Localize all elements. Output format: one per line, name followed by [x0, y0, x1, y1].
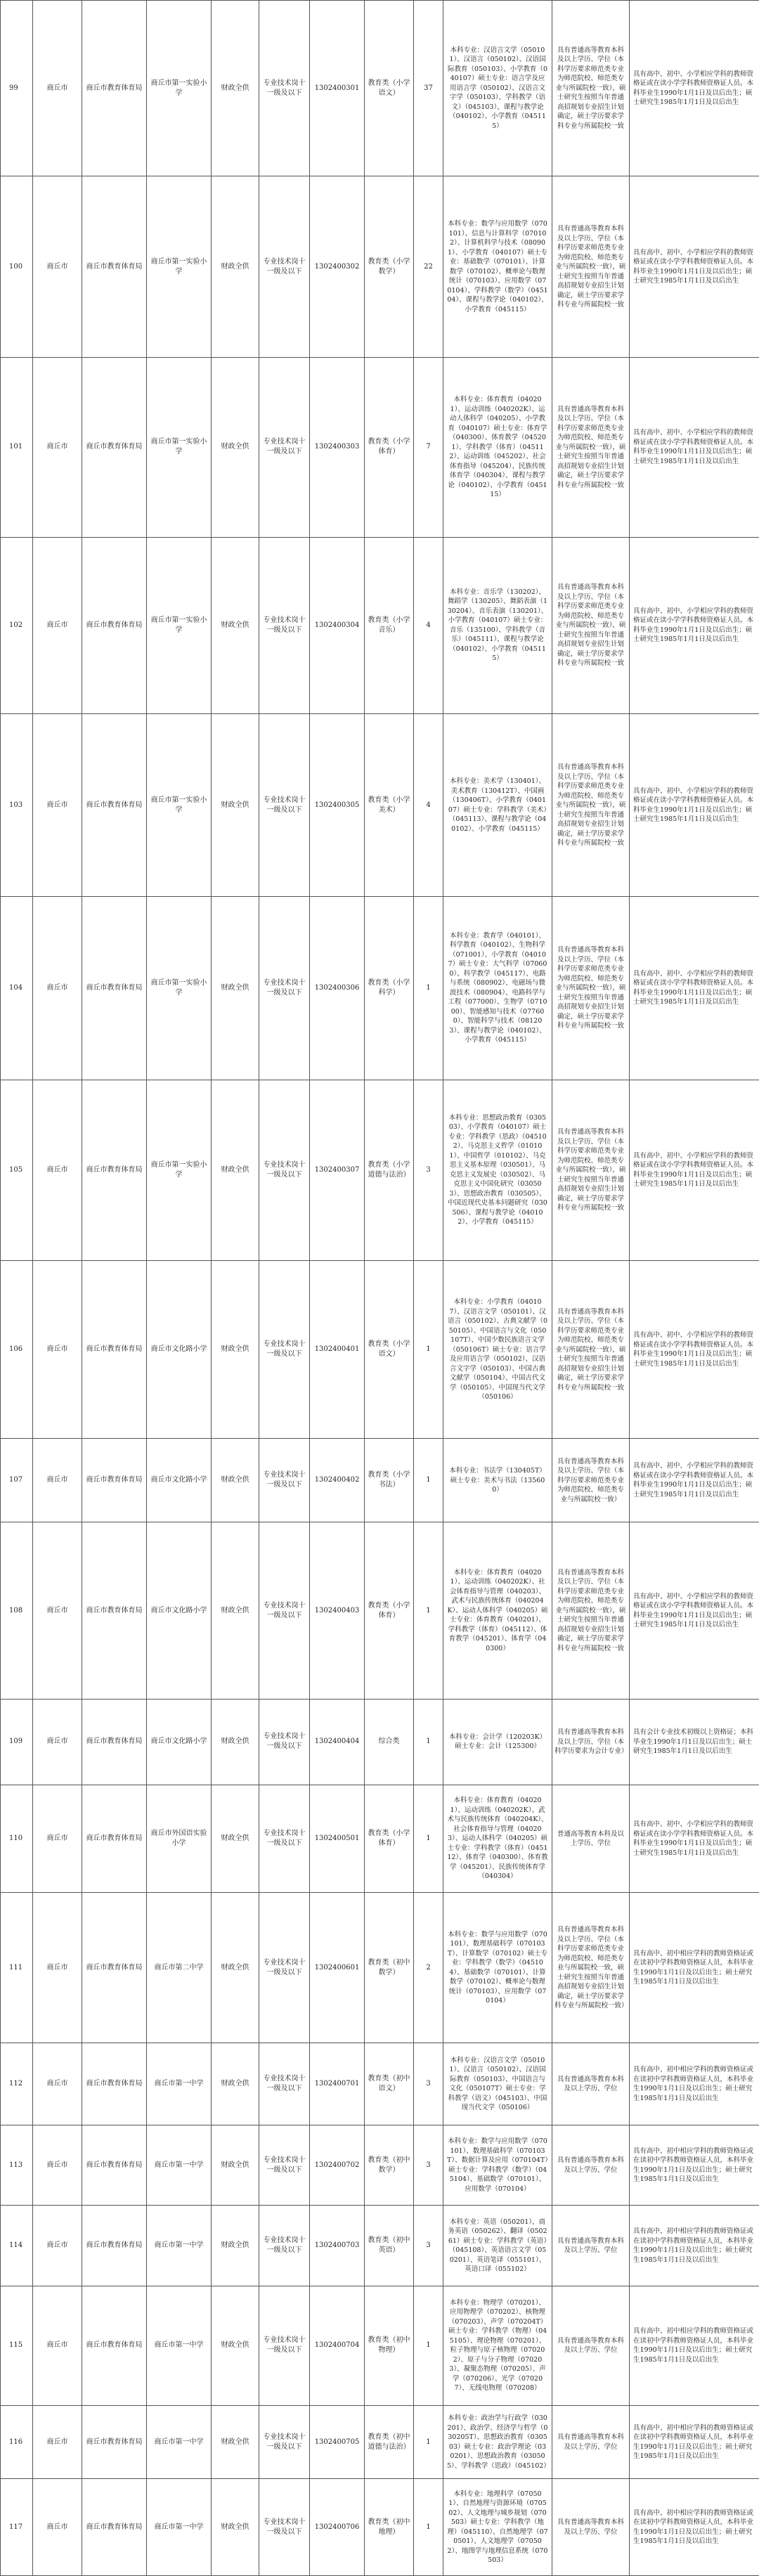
other-requirements-cell: 具有高中、初中、小学相应学科的教师资格证或在读小学学科教师资格证人员。本科毕业生1990年1月1日及以后出生；硕士研究生1985年1月1日及以后出生	[630, 358, 759, 537]
post-type-cell: 教育类（小学科学）	[365, 897, 414, 1080]
table-row	[1, 2405, 759, 2479]
row-number: 109	[1, 1700, 33, 1785]
post-type-cell: 教育类（初中语文）	[365, 2043, 414, 2125]
city-cell: 商丘市	[33, 2043, 82, 2125]
post-type-cell: 教育类（初中数学）	[365, 1893, 414, 2043]
post-level-cell: 专业技术岗十一级及以下	[259, 1439, 310, 1522]
headcount-cell: 1	[414, 1261, 443, 1439]
post-type-cell: 教育类（小学语文）	[365, 1261, 414, 1439]
department-cell: 商丘市教育体育局	[82, 1439, 147, 1522]
other-requirements-cell: 具有高中、初中相应学科的教师资格证或在读初中学科教师资格证人员，本科毕业生1990年1月1日及以后出生；硕士研究生1985年1月1日及以后出生	[630, 2125, 759, 2206]
post-level-cell: 专业技术岗十一级及以下	[259, 2405, 310, 2479]
post-type-cell: 教育类（初中物理）	[365, 2286, 414, 2405]
table-row	[1, 1522, 759, 1700]
major-requirements-cell: 本科专业：体育教育（040201）、运动训练（040202K）、武术与民族传统体育（040204K）、社会体育指导与管理（040203）、运动人体科学（040205）硕士专业：学科教学（体育）（045112）、体育学（040300）、体育教学（045201）、民族传统体育学（040304）	[443, 1785, 552, 1893]
funding-cell: 财政全供	[212, 2405, 259, 2479]
major-requirements-cell: 本科专业：汉语言文学（050101）、汉语言（050102）、汉语国际教育（050103）、中国语言与文化（050107T）硕士专业：学科教学（语文）（045103）、中国现当代文学（050106）	[443, 2043, 552, 2125]
row-number: 113	[1, 2125, 33, 2206]
major-requirements-cell: 本科专业：音乐学（130202）、舞蹈学（130205）、舞蹈表演（130204）、音乐表演（130201）、小学教育（040107）硕士专业：音乐（135100）、学科教学（音乐）（045111）、课程与教学论（040102）、小学教育（045115）	[443, 537, 552, 714]
funding-cell: 财政全供	[212, 1261, 259, 1439]
post-code-cell: 1302400601	[310, 1893, 365, 2043]
unit-cell: 商丘市文化路小学	[147, 1522, 212, 1700]
education-requirements-cell: 具有普通高等教育本科及以上学历、学位	[552, 2043, 630, 2125]
funding-cell: 财政全供	[212, 537, 259, 714]
department-cell: 商丘市教育体育局	[82, 2479, 147, 2576]
unit-cell: 商丘市第一实验小学	[147, 714, 212, 897]
funding-cell: 财政全供	[212, 1, 259, 176]
table-row	[1, 537, 759, 714]
unit-cell: 商丘市第一中学	[147, 2405, 212, 2479]
post-type-cell: 教育类（初中英语）	[365, 2206, 414, 2286]
education-requirements-cell: 具有普通高等教育本科及以上学历、学位（本科学历要求师范类专业为师范院校、师范类专业与所属院校一致），硕士研究生按照当年普通高招规划专业招生计划确定，硕士学历要求学科专业与所属院校一致	[552, 537, 630, 714]
education-requirements-cell: 具有普通高等教育本科及以上学历、学位（本科学历要求师范类专业为师范院校、师范类专业与所属院校一致），硕士研究生按照当年普通高招规划专业招生计划确定，硕士学历要求学科专业与所属院校一致	[552, 897, 630, 1080]
funding-cell: 财政全供	[212, 2206, 259, 2286]
funding-cell: 财政全供	[212, 2125, 259, 2206]
row-number: 110	[1, 1785, 33, 1893]
education-requirements-cell: 具有普通高等教育本科及以上学历、学位	[552, 2206, 630, 2286]
post-type-cell: 教育类（初中数学）	[365, 2125, 414, 2206]
city-cell: 商丘市	[33, 1080, 82, 1261]
post-code-cell: 1302400701	[310, 2043, 365, 2125]
post-code-cell: 1302400306	[310, 897, 365, 1080]
post-code-cell: 1302400307	[310, 1080, 365, 1261]
post-code-cell: 1302400705	[310, 2405, 365, 2479]
post-type-cell: 教育类（初中道德与法治）	[365, 2405, 414, 2479]
post-level-cell: 专业技术岗十一级及以下	[259, 1893, 310, 2043]
post-type-cell: 综合类	[365, 1700, 414, 1785]
major-requirements-cell: 本科专业：书法学（130405T）硕士专业：美术与书法（135600）	[443, 1439, 552, 1522]
table-body	[1, 1, 759, 2576]
post-level-cell: 专业技术岗十一级及以下	[259, 1522, 310, 1700]
funding-cell: 财政全供	[212, 176, 259, 358]
post-code-cell: 1302400305	[310, 714, 365, 897]
department-cell: 商丘市教育体育局	[82, 1261, 147, 1439]
table-row	[1, 2125, 759, 2206]
unit-cell: 商丘市第一实验小学	[147, 1, 212, 176]
major-requirements-cell: 本科专业：会计学（120203K）硕士专业：会计（125300）	[443, 1700, 552, 1785]
other-requirements-cell: 具有高中、初中、小学相应学科的教师资格证或在读小学学科教师资格证人员。本科毕业生1990年1月1日及以后出生；硕士研究生1985年1月1日及以后出生	[630, 897, 759, 1080]
row-number: 114	[1, 2206, 33, 2286]
funding-cell: 财政全供	[212, 2479, 259, 2576]
other-requirements-cell: 具有高中、初中、小学相应学科的教师资格证或在读小学学科教师资格证人员。本科毕业生1990年1月1日及以后出生；硕士研究生1985年1月1日及以后出生	[630, 1, 759, 176]
department-cell: 商丘市教育体育局	[82, 537, 147, 714]
department-cell: 商丘市教育体育局	[82, 1, 147, 176]
row-number: 107	[1, 1439, 33, 1522]
row-number: 116	[1, 2405, 33, 2479]
headcount-cell: 1	[414, 1700, 443, 1785]
major-requirements-cell: 本科专业：小学教育（040107）、汉语言文学（050101）、汉语言（050102）、古典文献学（050105）、中国语言与文化（050107T）、中国少数民族语言文学（050106T）硕士专业：语言学及应用语言学（050102）、汉语言文字学（050103）、中国古典文献学（050104）、中国古代文学（050105）、中国现当代文学（050106）	[443, 1261, 552, 1439]
post-type-cell: 教育类（小学书法）	[365, 1439, 414, 1522]
education-requirements-cell: 具有普通高等教育本科及以上学历、学位（本科学历要求师范类专业为师范院校、师范类专业与所属院校一致），硕士研究生按照当年普通高招规划专业招生计划确定，硕士学历要求学科专业与所属院校一致	[552, 176, 630, 358]
city-cell: 商丘市	[33, 1261, 82, 1439]
unit-cell: 商丘市第一实验小学	[147, 897, 212, 1080]
city-cell: 商丘市	[33, 2125, 82, 2206]
education-requirements-cell: 具有普通高等教育本科及以上学历、学位（本科学历要求师范类专业为师范院校、师范类专业与所属院校一致），硕士研究生按照当年普通高招规划专业招生计划确定，硕士学历要求学科专业与所属院校一致	[552, 1522, 630, 1700]
post-level-cell: 专业技术岗十一级及以下	[259, 2206, 310, 2286]
headcount-cell: 1	[414, 897, 443, 1080]
headcount-cell: 3	[414, 2043, 443, 2125]
funding-cell: 财政全供	[212, 714, 259, 897]
post-type-cell: 教育类（初中地理）	[365, 2479, 414, 2576]
other-requirements-cell: 具有高中、初中、小学相应学科的教师资格证或在读小学学科教师资格证人员。本科毕业生1990年1月1日及以后出生；硕士研究生1985年1月1日及以后出生	[630, 714, 759, 897]
post-type-cell: 教育类（小学体育）	[365, 358, 414, 537]
unit-cell: 商丘市第一中学	[147, 2125, 212, 2206]
row-number: 108	[1, 1522, 33, 1700]
other-requirements-cell: 具有高中、初中、小学相应学科的教师资格证或在读小学学科教师资格证人员。本科毕业生1990年1月1日及以后出生；硕士研究生1985年1月1日及以后出生	[630, 1522, 759, 1700]
table-row	[1, 2479, 759, 2576]
funding-cell: 财政全供	[212, 1080, 259, 1261]
city-cell: 商丘市	[33, 1522, 82, 1700]
department-cell: 商丘市教育体育局	[82, 897, 147, 1080]
city-cell: 商丘市	[33, 714, 82, 897]
headcount-cell: 1	[414, 2405, 443, 2479]
funding-cell: 财政全供	[212, 1700, 259, 1785]
table-row	[1, 1893, 759, 2043]
education-requirements-cell: 具有普通高等教育本科及以上学历、学位（本科学历要求师范类专业为师范院校、师范类专业与所属院校一致），硕士研究生按照当年普通高招规划专业招生计划确定，硕士学历要求学科专业与所属院校一致	[552, 1, 630, 176]
major-requirements-cell: 本科专业：政治学与行政学（030201）、政治学、经济学与哲学（030205T）、思想政治教育（030503）硕士专业：政治学理论（030201）、思想政治教育（030505）、学科教学（思政）（045102）	[443, 2405, 552, 2479]
other-requirements-cell: 具有高中、初中相应学科的教师资格证或在读初中学科教师资格证人员，本科毕业生1990年1月1日及以后出生；硕士研究生1985年1月1日及以后出生	[630, 2286, 759, 2405]
major-requirements-cell: 本科专业：数学与应用数学（070101）、数理基础科学（070103T）、计算数学（070102）硕士专业：学科教学（数学）（045104）、基础数学（070101）、计算数学（070102）、概率论与数理统计（070103）、应用数学（070104）	[443, 1893, 552, 2043]
headcount-cell: 37	[414, 1, 443, 176]
major-requirements-cell: 本科专业：汉语言文学（050101）、汉语言（050102）、汉语国际教育（050103）、小学教育（040107）硕士专业：语言学及应用语言学（050102）、汉语言文字学（050103）、学科教学（语文）（045103）、课程与教学论（040102）、小学教育（045115）	[443, 1, 552, 176]
table-row	[1, 1261, 759, 1439]
headcount-cell: 1	[414, 2286, 443, 2405]
city-cell: 商丘市	[33, 1439, 82, 1522]
post-level-cell: 专业技术岗十一级及以下	[259, 2125, 310, 2206]
department-cell: 商丘市教育体育局	[82, 1700, 147, 1785]
other-requirements-cell: 具有高中、初中、小学相应学科的教师资格证或在读小学学科教师资格证人员。本科毕业生1990年1月1日及以后出生；硕士研究生1985年1月1日及以后出生	[630, 1261, 759, 1439]
major-requirements-cell: 本科专业：英语（050201）、商务英语（050262）、翻译（050261）硕士专业：学科教学（英语）（045108）、英语语言文学（050201）、英语笔译（055101）、英语口译（055102）	[443, 2206, 552, 2286]
education-requirements-cell: 具有普通高等教育本科及以上学历、学位	[552, 2479, 630, 2576]
unit-cell: 商丘市第一中学	[147, 2479, 212, 2576]
department-cell: 商丘市教育体育局	[82, 2043, 147, 2125]
post-type-cell: 教育类（小学语文）	[365, 1, 414, 176]
post-code-cell: 1302400302	[310, 176, 365, 358]
row-number: 117	[1, 2479, 33, 2576]
major-requirements-cell: 本科专业：美术学（130401）、美术教育（130412T）、中国画（130406T）、小学教育（040107）硕士专业：学科教学（美术）（045113）、课程与教学论（040102）、小学教育（045115）	[443, 714, 552, 897]
city-cell: 商丘市	[33, 537, 82, 714]
headcount-cell: 2	[414, 1893, 443, 2043]
major-requirements-cell: 本科专业：数学与应用数学（070101）、数理基础科学（070103T）、数据计算及应用（070104T）硕士专业：学科教学（数学）（045104）、基础数学（070101）、应用数学（070104）	[443, 2125, 552, 2206]
row-number: 112	[1, 2043, 33, 2125]
funding-cell: 财政全供	[212, 1893, 259, 2043]
table-row	[1, 897, 759, 1080]
row-number: 106	[1, 1261, 33, 1439]
post-level-cell: 专业技术岗十一级及以下	[259, 176, 310, 358]
education-requirements-cell: 具有普通高等教育本科及以上学历、学位（本科学历要求师范类专业为师范院校、师范类专业与所属院校一致），硕士研究生按照当年普通高招规划专业招生计划确定，硕士学历要求学科专业与所属院校一致	[552, 358, 630, 537]
department-cell: 商丘市教育体育局	[82, 358, 147, 537]
department-cell: 商丘市教育体育局	[82, 1080, 147, 1261]
post-code-cell: 1302400501	[310, 1785, 365, 1893]
education-requirements-cell: 具有普通高等教育本科及以上学历、学位（本科学历要求师范类专业为师范院校、师范类专业与所属院校一致）	[552, 1439, 630, 1522]
headcount-cell: 1	[414, 2479, 443, 2576]
row-number: 101	[1, 358, 33, 537]
post-code-cell: 1302400304	[310, 537, 365, 714]
headcount-cell: 1	[414, 1439, 443, 1522]
headcount-cell: 7	[414, 358, 443, 537]
city-cell: 商丘市	[33, 1, 82, 176]
other-requirements-cell: 具有高中、初中相应学科的教师资格证或在读初中学科教师资格证人员，本科毕业生1990年1月1日及以后出生；硕士研究生1985年1月1日及以后出生	[630, 2043, 759, 2125]
post-level-cell: 专业技术岗十一级及以下	[259, 1080, 310, 1261]
table-row	[1, 2206, 759, 2286]
post-level-cell: 专业技术岗十一级及以下	[259, 537, 310, 714]
funding-cell: 财政全供	[212, 2286, 259, 2405]
city-cell: 商丘市	[33, 176, 82, 358]
city-cell: 商丘市	[33, 1700, 82, 1785]
table-row	[1, 1439, 759, 1522]
post-type-cell: 教育类（小学数学）	[365, 176, 414, 358]
post-code-cell: 1302400704	[310, 2286, 365, 2405]
city-cell: 商丘市	[33, 2286, 82, 2405]
education-requirements-cell: 具有普通高等教育本科及以上学历、学位（本科学历要求师范类专业为师范院校、师范类专业与所属院校一致），硕士研究生按照当年普通高招规划专业招生计划确定，硕士学历要求学科专业与所属院校一致	[552, 1261, 630, 1439]
table-row	[1, 1080, 759, 1261]
post-level-cell: 专业技术岗十一级及以下	[259, 2043, 310, 2125]
post-level-cell: 专业技术岗十一级及以下	[259, 2286, 310, 2405]
row-number: 111	[1, 1893, 33, 2043]
other-requirements-cell: 具有高中、初中相应学科的教师资格证或在读初中学科教师资格证人员，本科毕业生1990年1月1日及以后出生；硕士研究生1985年1月1日及以后出生	[630, 1893, 759, 2043]
education-requirements-cell: 具有普通高等教育本科及以上学历、学位（本科学历要求师范类专业为师范院校、师范类专业与所属院校一致），硕士研究生按照当年普通高招规划专业招生计划确定，硕士学历要求学科专业与所属院校一致	[552, 1080, 630, 1261]
other-requirements-cell: 具有高中、初中、小学相应学科的教师资格证或在读小学学科教师资格证人员。本科毕业生1990年1月1日及以后出生；硕士研究生1985年1月1日及以后出生	[630, 1785, 759, 1893]
table-row	[1, 1, 759, 176]
unit-cell: 商丘市第一中学	[147, 2206, 212, 2286]
headcount-cell: 1	[414, 1785, 443, 1893]
post-code-cell: 1302400404	[310, 1700, 365, 1785]
department-cell: 商丘市教育体育局	[82, 1522, 147, 1700]
row-number: 99	[1, 1, 33, 176]
headcount-cell: 3	[414, 2125, 443, 2206]
table-row	[1, 2043, 759, 2125]
post-type-cell: 教育类（小学道德与法治）	[365, 1080, 414, 1261]
other-requirements-cell: 具有高中、初中相应学科的教师资格证或在读初中学科教师资格证人员，本科毕业生1990年1月1日及以后出生；硕士研究生1985年1月1日及以后出生	[630, 2405, 759, 2479]
post-level-cell: 专业技术岗十一级及以下	[259, 358, 310, 537]
other-requirements-cell: 具有会计专业技术初级以上资格证；本科毕业生1990年1月1日及以后出生；硕士研究生1985年1月1日及以后出生	[630, 1700, 759, 1785]
post-code-cell: 1302400303	[310, 358, 365, 537]
major-requirements-cell: 本科专业：体育教育（040201）、运动训练（040202K）、运动人体科学（040205）、小学教育（040107）硕士专业：体育学（040300）、体育教学（045201）、学科教学（体育）（045112）、运动训练（045202）、社会体育指导（045204）、民族传统体育学（040304）、课程与教学论（040102）、小学教育（045115）	[443, 358, 552, 537]
funding-cell: 财政全供	[212, 1522, 259, 1700]
education-requirements-cell: 具有普通高等教育本科及以上学历、学位（本科学历要求师范类专业为师范院校、师范类专业与所属院校一致），硕士研究生按照当年普通高招规划专业招生计划确定，硕士学历要求学科专业与所属院校一致	[552, 714, 630, 897]
row-number: 100	[1, 176, 33, 358]
other-requirements-cell: 具有高中、初中、小学相应学科的教师资格证或在读小学学科教师资格证人员。本科毕业生1990年1月1日及以后出生；硕士研究生1985年1月1日及以后出生	[630, 176, 759, 358]
unit-cell: 商丘市文化路小学	[147, 1439, 212, 1522]
row-number: 104	[1, 897, 33, 1080]
education-requirements-cell: 普通高等教育本科及以上学历、学位	[552, 1785, 630, 1893]
department-cell: 商丘市教育体育局	[82, 1893, 147, 2043]
major-requirements-cell: 本科专业：地理科学（070501）、自然地理与资源环境（070502）、人文地理与城乡规划（070503）硕士专业：学科教学（地理）（045110）、自然地理学（070501）、人文地理学（070502）、地图学与地理信息系统（070503）	[443, 2479, 552, 2576]
education-requirements-cell: 具有普通高等教育本科及以上学历、学位	[552, 2125, 630, 2206]
row-number: 105	[1, 1080, 33, 1261]
funding-cell: 财政全供	[212, 897, 259, 1080]
post-level-cell: 专业技术岗十一级及以下	[259, 1261, 310, 1439]
department-cell: 商丘市教育体育局	[82, 2125, 147, 2206]
city-cell: 商丘市	[33, 2206, 82, 2286]
funding-cell: 财政全供	[212, 358, 259, 537]
department-cell: 商丘市教育体育局	[82, 2405, 147, 2479]
unit-cell: 商丘市第一实验小学	[147, 176, 212, 358]
headcount-cell: 3	[414, 1080, 443, 1261]
post-code-cell: 1302400702	[310, 2125, 365, 2206]
city-cell: 商丘市	[33, 358, 82, 537]
education-requirements-cell: 具有普通高等教育本科及以上学历、学位（本科学历要求师范类专业为师范院校、师范类专业与所属院校一致，硕士研究生按照当年普通高招规划专业招生计划确定，硕士学历要求学科专业与所属院校一致）	[552, 1893, 630, 2043]
headcount-cell: 4	[414, 714, 443, 897]
post-level-cell: 专业技术岗十一级及以下	[259, 897, 310, 1080]
education-requirements-cell: 具有普通高等教育本科及以上学历、学位	[552, 2405, 630, 2479]
major-requirements-cell: 本科专业：数学与应用数学（070101）、信息与计算科学（070102）、计算机科学与技术（080901）、小学教育（040107）硕士专业：基础数学（070101）、计算数学（070102）、概率论与数理统计（070103）、应用数学（070104）、学科教学（数学）（045104）、课程与教学论（040102）、小学教育（045115）	[443, 176, 552, 358]
other-requirements-cell: 具有高中、初中相应学科的教师资格证或在读初中学科教师资格证人员，本科毕业生1990年1月1日及以后出生；硕士研究生1985年1月1日及以后出生	[630, 2479, 759, 2576]
headcount-cell: 4	[414, 537, 443, 714]
table-row	[1, 2286, 759, 2405]
funding-cell: 财政全供	[212, 1785, 259, 1893]
department-cell: 商丘市教育体育局	[82, 714, 147, 897]
post-code-cell: 1302400706	[310, 2479, 365, 2576]
other-requirements-cell: 具有高中、初中、小学相应学科的教师资格证或在读小学学科教师资格证人员。本科毕业生1990年1月1日及以后出生；硕士研究生1985年1月1日及以后出生	[630, 537, 759, 714]
post-code-cell: 1302400301	[310, 1, 365, 176]
department-cell: 商丘市教育体育局	[82, 2206, 147, 2286]
unit-cell: 商丘市外国语实验小学	[147, 1785, 212, 1893]
table-row	[1, 358, 759, 537]
city-cell: 商丘市	[33, 2405, 82, 2479]
post-code-cell: 1302400703	[310, 2206, 365, 2286]
education-requirements-cell: 具有普通高等教育本科及以上学历、学位（本科学历要求为会计专业）	[552, 1700, 630, 1785]
other-requirements-cell: 具有高中、初中、小学相应学科的教师资格证或在读小学学科教师资格证人员。本科毕业生1990年1月1日及以后出生；硕士研究生1985年1月1日及以后出生	[630, 1439, 759, 1522]
table-row	[1, 176, 759, 358]
row-number: 103	[1, 714, 33, 897]
headcount-cell: 22	[414, 176, 443, 358]
post-code-cell: 1302400401	[310, 1261, 365, 1439]
unit-cell: 商丘市文化路小学	[147, 1261, 212, 1439]
education-requirements-cell: 具有普通高等教育本科及以上学历、学位	[552, 2286, 630, 2405]
unit-cell: 商丘市文化路小学	[147, 1700, 212, 1785]
major-requirements-cell: 本科专业：物理学（070201）、应用物理学（070202）、核物理（070203）、声学（070204T）硕士专业：学科教学（物理）（045105）、理论物理（070201）、粒子物理与原子核物理（070202）、原子与分子物理（070203）、凝聚态物理（070205）、声学（070206）、光学（070207）、无线电物理（070208）	[443, 2286, 552, 2405]
table-row	[1, 1700, 759, 1785]
post-level-cell: 专业技术岗十一级及以下	[259, 1700, 310, 1785]
post-code-cell: 1302400402	[310, 1439, 365, 1522]
funding-cell: 财政全供	[212, 2043, 259, 2125]
unit-cell: 商丘市第二中学	[147, 1893, 212, 2043]
post-level-cell: 专业技术岗十一级及以下	[259, 1785, 310, 1893]
table-row	[1, 714, 759, 897]
post-type-cell: 教育类（小学音乐）	[365, 537, 414, 714]
department-cell: 商丘市教育体育局	[82, 1785, 147, 1893]
headcount-cell: 1	[414, 1522, 443, 1700]
headcount-cell: 3	[414, 2206, 443, 2286]
unit-cell: 商丘市第一实验小学	[147, 537, 212, 714]
unit-cell: 商丘市第一实验小学	[147, 358, 212, 537]
table-row	[1, 1785, 759, 1893]
other-requirements-cell: 具有高中、初中相应学科的教师资格证或在读初中学科教师资格证人员，本科毕业生1990年1月1日及以后出生；硕士研究生1985年1月1日及以后出生	[630, 2206, 759, 2286]
post-code-cell: 1302400403	[310, 1522, 365, 1700]
major-requirements-cell: 本科专业：教育学（040101）、科学教育（040102）、生物科学（071001）、小学教育（040107）硕士专业：大气科学（070600）、科学教学（045117）、电路与系统（080902）、电磁场与微波技术（080904）、电路科学与工程（077000）、生物学（071000）、智能感知与技术（077600）、智能科学与技术（081203）、课程与教学论（040102）、小学教育（045115）	[443, 897, 552, 1080]
post-type-cell: 教育类（小学体育）	[365, 1522, 414, 1700]
department-cell: 商丘市教育体育局	[82, 176, 147, 358]
city-cell: 商丘市	[33, 897, 82, 1080]
city-cell: 商丘市	[33, 1785, 82, 1893]
major-requirements-cell: 本科专业：体育教育（040201）、运动训练（040202K）、社会体育指导与管理（040203）、武术与民族传统体育（040204K）、运动人体科学（040205）硕士专业：体育教育（040201）、学科教学（体育）（045112）、体育教学（045201）、体育学（040300）	[443, 1522, 552, 1700]
unit-cell: 商丘市第一实验小学	[147, 1080, 212, 1261]
row-number: 115	[1, 2286, 33, 2405]
post-level-cell: 专业技术岗十一级及以下	[259, 714, 310, 897]
city-cell: 商丘市	[33, 2479, 82, 2576]
post-level-cell: 专业技术岗十一级及以下	[259, 2479, 310, 2576]
post-type-cell: 教育类（小学体育）	[365, 1785, 414, 1893]
row-number: 102	[1, 537, 33, 714]
city-cell: 商丘市	[33, 1893, 82, 2043]
department-cell: 商丘市教育体育局	[82, 2286, 147, 2405]
unit-cell: 商丘市第一中学	[147, 2043, 212, 2125]
post-type-cell: 教育类（小学美术）	[365, 714, 414, 897]
major-requirements-cell: 本科专业：思想政治教育（030503）、小学教育（040107）硕士专业：学科教学（思政）（045102）、马克思主义哲学（010101）、中国哲学（010102）、马克思主义基本原理（030501）、马克思主义发展史（030502）、马克思主义中国化研究（030503）、思想政治教育（030505）、中国近现代史基本问题研究（030506）、课程与教学论（040102）、小学教育（045115）	[443, 1080, 552, 1261]
funding-cell: 财政全供	[212, 1439, 259, 1522]
unit-cell: 商丘市第一中学	[147, 2286, 212, 2405]
post-level-cell: 专业技术岗十一级及以下	[259, 1, 310, 176]
other-requirements-cell: 具有高中、初中、小学相应学科的教师资格证或在读小学学科教师资格证人员。本科毕业生1990年1月1日及以后出生；硕士研究生1985年1月1日及以后出生	[630, 1080, 759, 1261]
